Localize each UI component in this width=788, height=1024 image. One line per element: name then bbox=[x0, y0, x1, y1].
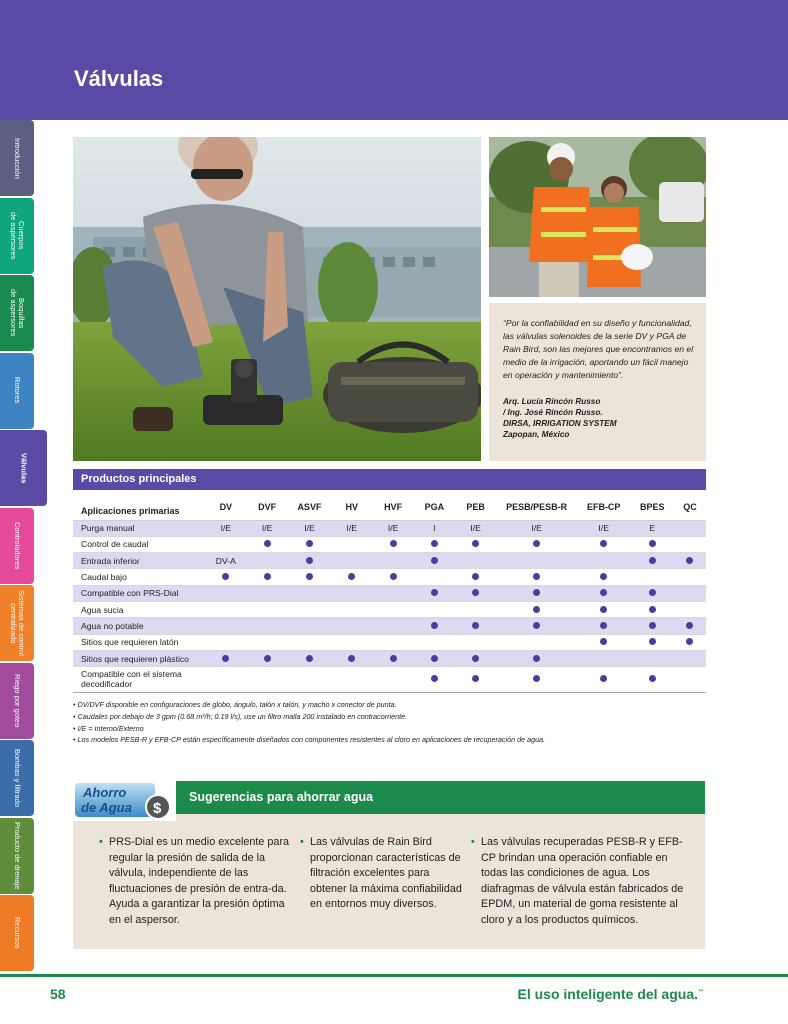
feature-dot-icon bbox=[306, 557, 313, 564]
table-cell bbox=[288, 569, 331, 585]
table-cell bbox=[577, 650, 631, 666]
table-cell: I/E bbox=[205, 520, 246, 536]
table-row bbox=[73, 618, 706, 634]
feature-dot-icon bbox=[348, 573, 355, 580]
table-cell bbox=[331, 650, 372, 666]
table-cell bbox=[205, 618, 246, 634]
row-label: Agua sucia bbox=[73, 601, 205, 617]
table-cell bbox=[288, 585, 331, 601]
feature-dot-icon bbox=[348, 655, 355, 662]
table-cell bbox=[631, 569, 674, 585]
table-cell bbox=[496, 553, 577, 569]
table-cell bbox=[246, 650, 287, 666]
section-tab[interactable] bbox=[0, 818, 34, 894]
feature-dot-icon bbox=[264, 540, 271, 547]
table-cell bbox=[205, 667, 246, 692]
column-header: DV bbox=[205, 490, 246, 520]
feature-dot-icon bbox=[533, 589, 540, 596]
feature-dot-icon bbox=[600, 589, 607, 596]
table-cell bbox=[288, 536, 331, 552]
column-header: ASVF bbox=[288, 490, 331, 520]
table-cell bbox=[455, 650, 496, 666]
table-cell bbox=[577, 618, 631, 634]
table-cell bbox=[414, 634, 455, 650]
table-cell bbox=[496, 601, 577, 617]
table-cell: I/E bbox=[455, 520, 496, 536]
row-header-label: Aplicaciones primarias bbox=[73, 490, 205, 520]
table-cell bbox=[372, 650, 413, 666]
testimonial-box bbox=[489, 303, 706, 461]
section-tab-label: Válvulas bbox=[19, 452, 29, 484]
table-cell bbox=[631, 553, 674, 569]
table-cell bbox=[246, 618, 287, 634]
table-cell bbox=[331, 536, 372, 552]
table-row bbox=[73, 601, 706, 617]
feature-dot-icon bbox=[472, 540, 479, 547]
tip-item: • Las válvulas recuperadas PESB-R y EFB-CP brindan una operación confiable en todas las condiciones de agua. Los diafragmas de válvula están fabricados de EPDM, un material de goma resistente al cloro y a los productos químicos. bbox=[471, 835, 686, 928]
table-cell bbox=[455, 569, 496, 585]
section-tab[interactable] bbox=[0, 895, 34, 971]
table-cell bbox=[288, 667, 331, 692]
table-header-row bbox=[73, 490, 706, 520]
feature-dot-icon bbox=[264, 655, 271, 662]
table-cell: I/E bbox=[331, 520, 372, 536]
column-header: PEB bbox=[455, 490, 496, 520]
feature-dot-icon bbox=[649, 606, 656, 613]
table-cell bbox=[496, 585, 577, 601]
section-tab[interactable] bbox=[0, 508, 34, 584]
feature-dot-icon bbox=[600, 606, 607, 613]
table-cell bbox=[372, 634, 413, 650]
table-cell bbox=[674, 634, 706, 650]
table-cell: DV-A bbox=[205, 553, 246, 569]
table-cell bbox=[205, 585, 246, 601]
table-cell bbox=[205, 569, 246, 585]
table-cell: I/E bbox=[288, 520, 331, 536]
table-cell bbox=[414, 553, 455, 569]
feature-dot-icon bbox=[431, 540, 438, 547]
table-cell bbox=[631, 585, 674, 601]
feature-dot-icon bbox=[600, 675, 607, 682]
table-cell bbox=[631, 634, 674, 650]
table-row bbox=[73, 585, 706, 601]
table-cell bbox=[496, 569, 577, 585]
feature-dot-icon bbox=[472, 655, 479, 662]
table-cell bbox=[288, 650, 331, 666]
column-header: EFB-CP bbox=[577, 490, 631, 520]
tip-item: • PRS-Dial es un medio excelente para regular la presión de salida de la válvula, independiente de las fluctuaciones de presión de entra-da. Ayuda a garantizar la presión óptima en el aspersor. bbox=[99, 835, 294, 928]
tips-header-bar bbox=[174, 781, 705, 814]
row-label: Entrada inferior bbox=[73, 553, 205, 569]
table-cell bbox=[674, 536, 706, 552]
testimonial-author: Arq. Lucía Rincón Russo / Ing. José Rincón Russo. DIRSA, IRRIGATION SYSTEM Zapopan, México bbox=[503, 397, 617, 439]
section-tab[interactable] bbox=[0, 740, 34, 816]
table-cell bbox=[674, 520, 706, 536]
table-row bbox=[73, 569, 706, 585]
feature-dot-icon bbox=[686, 638, 693, 645]
note-line: • I/E = Interno/Externo bbox=[73, 723, 144, 733]
svg-text:$: $ bbox=[153, 800, 162, 817]
feature-dot-icon bbox=[431, 622, 438, 629]
ahorro-de-agua-badge-icon bbox=[73, 781, 176, 821]
table-cell bbox=[455, 601, 496, 617]
table-cell bbox=[496, 667, 577, 692]
feature-dot-icon bbox=[431, 557, 438, 564]
table-cell bbox=[455, 553, 496, 569]
table-cell bbox=[372, 536, 413, 552]
feature-dot-icon bbox=[264, 573, 271, 580]
section-tab-label: Controladores bbox=[13, 521, 22, 570]
feature-dot-icon bbox=[306, 655, 313, 662]
row-label: Control de caudal bbox=[73, 536, 205, 552]
table-bottom-rule bbox=[73, 692, 706, 693]
table-cell bbox=[577, 601, 631, 617]
section-tab[interactable] bbox=[0, 198, 34, 274]
table-cell: I/E bbox=[246, 520, 287, 536]
section-tab[interactable] bbox=[0, 120, 34, 196]
section-tab-label: Recursos bbox=[13, 917, 22, 949]
testimonial-text: “Por la confiabilidad en su diseño y funcionalidad, las válvulas solenoides de la serie DV y PGA de Rain Bird, son las mejores que encontramos en el medio de la irrigación, aportando un fácil manejo en operación y mantenimiento”. bbox=[503, 318, 694, 380]
feature-dot-icon bbox=[600, 540, 607, 547]
column-header: PGA bbox=[414, 490, 455, 520]
column-header: PESB/PESB-R bbox=[496, 490, 577, 520]
row-label: Sitios que requieren plástico bbox=[73, 650, 205, 666]
table-cell bbox=[577, 569, 631, 585]
page-number: 58 bbox=[50, 986, 66, 1002]
table-cell bbox=[631, 601, 674, 617]
row-label: Caudal bajo bbox=[73, 569, 205, 585]
section-tab-label: Introducción bbox=[13, 137, 22, 179]
feature-dot-icon bbox=[649, 557, 656, 564]
products-table-section bbox=[73, 469, 706, 693]
footer-tagline: El uso inteligente del agua.™ bbox=[517, 986, 704, 1002]
section-tab[interactable] bbox=[0, 585, 34, 661]
feature-dot-icon bbox=[600, 638, 607, 645]
section-tab-label: Boquillas de aspersores bbox=[9, 289, 26, 337]
row-label: Compatible con PRS-Dial bbox=[73, 585, 205, 601]
note-line: • DV/DVF disponible en configuraciones de globo, ángulo, talón x talón, y macho x conector de punta. bbox=[73, 700, 397, 709]
feature-dot-icon bbox=[600, 573, 607, 580]
feature-dot-icon bbox=[222, 573, 229, 580]
table-cell bbox=[372, 585, 413, 601]
table-cell bbox=[331, 553, 372, 569]
feature-dot-icon bbox=[649, 622, 656, 629]
table-cell bbox=[577, 667, 631, 692]
table-cell bbox=[674, 585, 706, 601]
table-cell bbox=[674, 618, 706, 634]
feature-dot-icon bbox=[431, 589, 438, 596]
table-cell bbox=[631, 536, 674, 552]
section-tab[interactable] bbox=[0, 353, 34, 429]
table-cell: I bbox=[414, 520, 455, 536]
tip-item: • Las válvulas de Rain Bird proporcionan características de filtración excelentes para obtener la máxima confiabilidad en entornos muy diversos. bbox=[300, 835, 465, 913]
table-cell bbox=[414, 601, 455, 617]
table-row bbox=[73, 520, 706, 536]
table-row bbox=[73, 553, 706, 569]
feature-dot-icon bbox=[649, 675, 656, 682]
table-row bbox=[73, 650, 706, 666]
row-label: Agua no potable bbox=[73, 618, 205, 634]
table-cell bbox=[674, 667, 706, 692]
feature-dot-icon bbox=[390, 540, 397, 547]
note-line: • Caudales por debajo de 3 gpm (0.68 m³/h; 0.19 l/s), use un filtro malla 200 instalado en contracorriente. bbox=[73, 711, 408, 721]
column-header: HVF bbox=[372, 490, 413, 520]
table-cell bbox=[455, 667, 496, 692]
svg-text:de Agua: de Agua bbox=[81, 800, 132, 815]
table-cell bbox=[455, 536, 496, 552]
feature-dot-icon bbox=[472, 573, 479, 580]
feature-dot-icon bbox=[533, 655, 540, 662]
row-label: Compatible con el sistema decodificador bbox=[73, 667, 205, 692]
table-cell bbox=[288, 601, 331, 617]
table-row bbox=[73, 536, 706, 552]
section-tab-label: Producto de drenaje bbox=[13, 821, 22, 890]
feature-dot-icon bbox=[649, 589, 656, 596]
table-cell bbox=[246, 536, 287, 552]
table-cell bbox=[577, 553, 631, 569]
side-photo bbox=[489, 137, 706, 297]
table-cell bbox=[631, 667, 674, 692]
table-cell bbox=[205, 650, 246, 666]
table-cell bbox=[577, 536, 631, 552]
table-cell: I/E bbox=[496, 520, 577, 536]
feature-dot-icon bbox=[222, 655, 229, 662]
feature-dot-icon bbox=[306, 573, 313, 580]
table-cell bbox=[674, 601, 706, 617]
feature-dot-icon bbox=[390, 655, 397, 662]
table-cell bbox=[496, 650, 577, 666]
feature-dot-icon bbox=[649, 638, 656, 645]
table-cell bbox=[631, 650, 674, 666]
feature-dot-icon bbox=[472, 675, 479, 682]
table-row bbox=[73, 667, 706, 692]
table-cell bbox=[288, 618, 331, 634]
table-cell bbox=[331, 569, 372, 585]
products-table bbox=[73, 490, 706, 692]
feature-dot-icon bbox=[533, 606, 540, 613]
column-header: QC bbox=[674, 490, 706, 520]
table-cell bbox=[331, 601, 372, 617]
table-cell bbox=[577, 585, 631, 601]
table-cell bbox=[496, 618, 577, 634]
table-cell bbox=[205, 634, 246, 650]
section-tab-label: Cuerpos de aspersores bbox=[9, 211, 26, 260]
table-cell bbox=[372, 553, 413, 569]
table-cell bbox=[246, 667, 287, 692]
table-cell bbox=[246, 569, 287, 585]
table-cell bbox=[414, 536, 455, 552]
table-cell bbox=[577, 634, 631, 650]
page-title: Válvulas bbox=[74, 66, 164, 91]
table-cell bbox=[205, 536, 246, 552]
tips-title: Sugerencias para ahorrar agua bbox=[189, 790, 374, 804]
feature-dot-icon bbox=[533, 675, 540, 682]
section-tab-label: Rotores bbox=[13, 377, 22, 404]
table-cell bbox=[246, 585, 287, 601]
table-cell bbox=[331, 634, 372, 650]
table-cell: I/E bbox=[577, 520, 631, 536]
feature-dot-icon bbox=[431, 675, 438, 682]
table-cell bbox=[372, 601, 413, 617]
section-tab[interactable] bbox=[0, 275, 34, 351]
footer-rule bbox=[0, 974, 788, 977]
table-cell bbox=[414, 667, 455, 692]
page-header bbox=[0, 0, 788, 120]
table-cell bbox=[674, 553, 706, 569]
table-cell: I/E bbox=[372, 520, 413, 536]
table-cell bbox=[372, 667, 413, 692]
row-label: Sitios que requieren latón bbox=[73, 634, 205, 650]
table-cell bbox=[246, 553, 287, 569]
section-tab[interactable] bbox=[0, 663, 34, 739]
table-cell bbox=[414, 650, 455, 666]
main-photo bbox=[73, 137, 481, 461]
table-cell bbox=[674, 650, 706, 666]
table-cell bbox=[288, 634, 331, 650]
row-label: Purga manual bbox=[73, 520, 205, 536]
feature-dot-icon bbox=[306, 540, 313, 547]
table-cell bbox=[246, 601, 287, 617]
table-cell bbox=[414, 585, 455, 601]
table-cell bbox=[246, 634, 287, 650]
svg-text:Ahorro: Ahorro bbox=[83, 785, 127, 800]
table-cell bbox=[372, 618, 413, 634]
feature-dot-icon bbox=[431, 655, 438, 662]
table-cell bbox=[496, 634, 577, 650]
note-line: • Los modelos PESB-R y EFB-CP están específicamente diseñados con componentes resistentes al cloro en aplicaciones de recuperación de agua. bbox=[73, 735, 546, 745]
section-tab[interactable] bbox=[0, 430, 47, 506]
column-header: BPES bbox=[631, 490, 674, 520]
table-cell bbox=[288, 553, 331, 569]
feature-dot-icon bbox=[600, 622, 607, 629]
table-cell bbox=[205, 601, 246, 617]
table-cell bbox=[496, 536, 577, 552]
feature-dot-icon bbox=[533, 540, 540, 547]
table-cell bbox=[414, 618, 455, 634]
table-cell bbox=[455, 618, 496, 634]
section-tab-label: Bombas y filtrado bbox=[13, 749, 22, 807]
table-notes bbox=[73, 699, 713, 746]
section-tab-label: Sistemas de control centralizado bbox=[9, 590, 26, 656]
table-cell bbox=[331, 667, 372, 692]
table-cell bbox=[331, 618, 372, 634]
feature-dot-icon bbox=[533, 573, 540, 580]
table-cell bbox=[414, 569, 455, 585]
table-cell bbox=[331, 585, 372, 601]
feature-dot-icon bbox=[686, 557, 693, 564]
column-header: DVF bbox=[246, 490, 287, 520]
feature-dot-icon bbox=[390, 573, 397, 580]
table-cell: E bbox=[631, 520, 674, 536]
feature-dot-icon bbox=[472, 589, 479, 596]
table-cell bbox=[631, 618, 674, 634]
water-saving-tips bbox=[73, 781, 705, 949]
table-cell bbox=[372, 569, 413, 585]
table-cell bbox=[455, 585, 496, 601]
column-header: HV bbox=[331, 490, 372, 520]
feature-dot-icon bbox=[686, 622, 693, 629]
section-tab-label: Riego por goteo bbox=[13, 673, 22, 728]
table-cell bbox=[674, 569, 706, 585]
feature-dot-icon bbox=[649, 540, 656, 547]
table-row bbox=[73, 634, 706, 650]
feature-dot-icon bbox=[533, 622, 540, 629]
products-table-title: Productos principales bbox=[73, 469, 706, 490]
table-cell bbox=[455, 634, 496, 650]
feature-dot-icon bbox=[472, 622, 479, 629]
